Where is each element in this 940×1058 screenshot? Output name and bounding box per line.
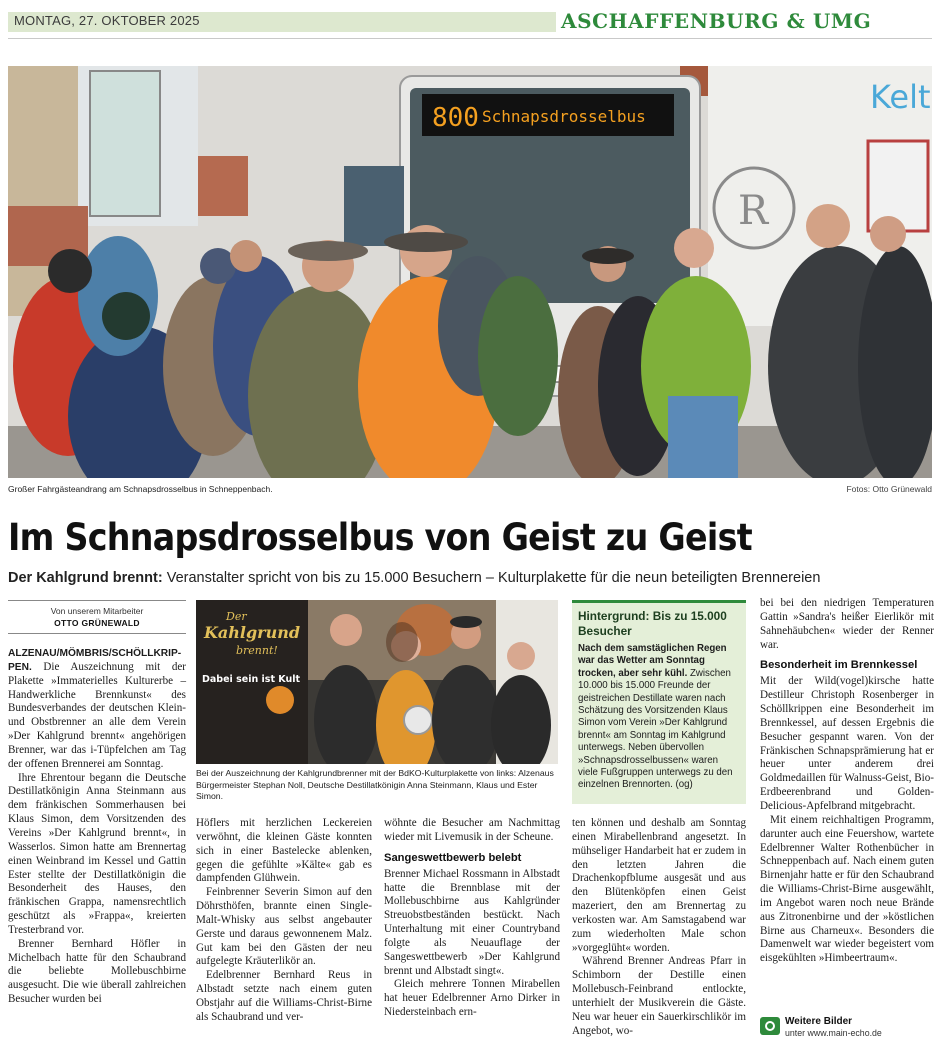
photo-credit: Fotos: Otto Grünewald (846, 484, 932, 494)
building-sign: Kelt (870, 78, 931, 116)
subline-kicker: Der Kahlgrund brennt: (8, 570, 163, 586)
bus-destination: Schnapsdrosselbus (482, 107, 646, 126)
paragraph: Während Brenner Andreas Pfarr in Schimborn der Destille einen Mollebusch-Feinbrand entlockte, unterhielt der Musikverein die Gäste. Neu war heuer ein Sauerkirschlikör im Angebot, wo- (572, 955, 746, 1037)
byline (8, 600, 186, 634)
paragraph (8, 647, 186, 772)
subline-text: Veranstalter spricht von bis zu 15.000 Besuchern – Kulturplakette für die neun beteiligten Brennereien (162, 570, 821, 586)
infobox-text (578, 643, 740, 792)
subheading: Sangeswettbewerb belebt (384, 851, 522, 864)
paragraph: bei bei den niedrigen Temperaturen Gattin »Sandra's heißer Eierlikör mit Sahnehäubchen« wieder der Renner war. (760, 597, 934, 651)
paragraph: Ihre Ehrentour begann die Deutsche Destillatkönigin Anna Steinmann aus dem fränkischen Sommerhausen bei Klaus Simon, dem Vorsitzenden des Vereins »Der Kahlgrund brennt«, in Wasserlos. Simon hatte am Brennertag einen Weinbrand im Kessel und Gattin Ester stellte der Destillatkönigin die Besonderheit des Hauses, den fränkischen Grappa, namensrechtlich geschützt als »Frappa«, kreierten Tresterbrand vor. (8, 771, 186, 936)
section-title: ASCHAFFENBURG & UMG (561, 9, 872, 33)
banner-line-1: Der (226, 610, 247, 623)
banner-slogan: Dabei sein ist Kult (202, 674, 301, 685)
page-header (8, 8, 940, 38)
svg-text:R: R (738, 188, 769, 234)
infobox-body: Zwischen 10.000 bis 15.000 Freunde der geistreichen Destillate waren nach Schätzung des Vorsitzenden Klaus Simon vom Verein »Der Kahlgrund brennt« am Sonntag im Kahlgrund unterwegs. Neben übervollen »Schnapsdrosselbussen« waren viele Fußgruppen unterwegs zu den einzelnen Brennorten. (og) (578, 667, 733, 791)
paragraph: Mit einem reichhaltigen Programm, darunter auch eine Feuershow, wartete Edelbrenner Walter Rothenbücher in Schneppenbach auf. Nach einem guten Birnenjahr hatte er für den Schaubrand die Williams-Christ-Birne ausgewählt, im Angebot waren noch neue Brände aus Zitronenbirne und der »köstlichen Birne aus Charneux«. Besonders die Damenwelt war wieder begeistert vom eisgekühlten »Himbeertraum«. (760, 813, 934, 965)
paragraph: ten können und deshalb am Sonntag einen Mirabellenbrand angesetzt. In mühseliger Handarbeit hat er zudem in den letzten Jahren die Drachenkopfblume ausgesät und aus den Blütenköpfen einen Geist mazeriert, den am Brennertag zu verkosten war. Am Samstagabend war zum wiederholten Male schon »vorgeglüht« worden. (572, 817, 746, 954)
paragraph-text: Die Auszeichnung mit der Plakette »Immaterielles Kulturerbe – Handwerkliche Brennkunst« des Bundesverbandes der deutschen Klein- und Obstbrenner an alle dem Verein »Der Kahlgrund brennt« angehörigen Brenner, war das i-Tüpfelchen am Tag der offenen Brennerei am Sonntag. (8, 660, 186, 770)
issue-date: MONTAG, 27. OKTOBER 2025 (14, 13, 200, 28)
paragraph: Edelbrenner Bernhard Reus in Albstadt setzte nach einem guten Obstjahr auf die Williams-Christ-Birne als Schaubrand und ver- (196, 969, 372, 1023)
more-pictures-label: Weitere Bilder (785, 1016, 853, 1027)
header-divider (8, 38, 932, 39)
dateline: ALZENAU/MÖMBRIS/SCHÖLLKRIP-PEN. (8, 648, 182, 673)
column-2 (196, 817, 372, 1025)
column-5 (760, 597, 934, 966)
column-1 (8, 647, 186, 1007)
more-pictures-link[interactable]: unter www.main-echo.de (785, 1028, 882, 1038)
main-photo (8, 66, 932, 478)
paragraph: Gleich mehrere Tonnen Mirabellen hat heuer Edelbrenner Arno Dirker in Niedersteinbach ern- (384, 978, 560, 1019)
byline-rule-top (8, 600, 186, 601)
paragraph: wöhnte die Besucher am Nachmittag wieder mit Livemusik in der Scheune. (384, 817, 560, 843)
byline-from: Von unserem Mitarbeiter (50, 606, 144, 616)
award-photo-caption: Bei der Auszeichnung der Kahlgrundbrenner mit der BdKO-Kulturplakette von links: Alzenaus Bürgermeister Stephan Noll, Deutsche Destillatkönigin Anna Steinmann, Klaus und Ester Simon. (196, 768, 554, 801)
subheading: Besonderheit im Brennkessel (760, 659, 918, 672)
column-3 (384, 817, 560, 1020)
background-infobox (572, 600, 746, 804)
camera-icon (760, 1017, 780, 1035)
infobox-lead: Nach dem samstäglichen Regen war das Wetter am Sonntag trocken, aber sehr kühl. (578, 643, 727, 679)
bus-number: 800 (432, 103, 479, 133)
paragraph: Brenner Bernhard Höfler in Michelbach hatte für den Schaubrand die beliebte Mollebuschbirne ausgesucht. Die wie überall zahlreichen Besucher wurden bei (8, 937, 186, 1006)
article-subline (8, 570, 820, 586)
paragraph: Feinbrenner Severin Simon auf den Döhrsthöfen, brannte einen Single-Malt-Whisky aus selbst angebauter Gerste und daraus gewonnenem Malz. Gut kam bei den Gästen der neu aufgelegte Kräuterlikör an. (196, 886, 372, 968)
column-4 (572, 817, 746, 1039)
paragraph: Brenner Michael Rossmann in Albstadt hatte die Brennblase mit der Mollebuschbirne aus Kahlgründer Streuobstbeständen bestückt. Nach Unterhaltung mit einer Countryband folgte als Neuauflage der Sangeswettbewerb »Der Kahlgrund brennt und Albstadt singt«. (384, 867, 560, 977)
award-photo (196, 600, 558, 764)
banner-line-3: brennt! (236, 644, 278, 657)
byline-rule-bottom (8, 633, 186, 634)
main-photo-caption: Großer Fahrgästeandrang am Schnapsdrosselbus in Schneppenbach. (8, 484, 273, 494)
paragraph: Höflers mit herzlichen Leckereien verwöhnt, die kleinen Gäste konnten sich in einer Bastelecke ablenken, gegen die gefühlte »Kälte« gab es dampfenden Glühwein. (196, 817, 372, 885)
infobox-title: Hintergrund: Bis zu 15.000 Besucher (578, 609, 727, 638)
byline-author: OTTO GRÜNEWALD (54, 618, 140, 628)
article-headline: Im Schnapsdrosselbus von Geist zu Geist (8, 516, 752, 559)
paragraph: Mit der Wild(vogel)kirsche hatte Destilleur Christoph Rosenberger in Schöllkrippen eine Besonderheit im Brennkessel, auf dessen Ergebnis die Besucher gespannt waren. Von der Fränkischen Schnapsprämierung hat er heuer unter anderem drei Goldmedaillen für Walnuss-Geist, Bio-Erdbeerenbrand und Golden-Delicious-Apfelbrand mitgebracht. (760, 675, 934, 812)
banner-line-2: Kahlgrund (204, 623, 301, 642)
